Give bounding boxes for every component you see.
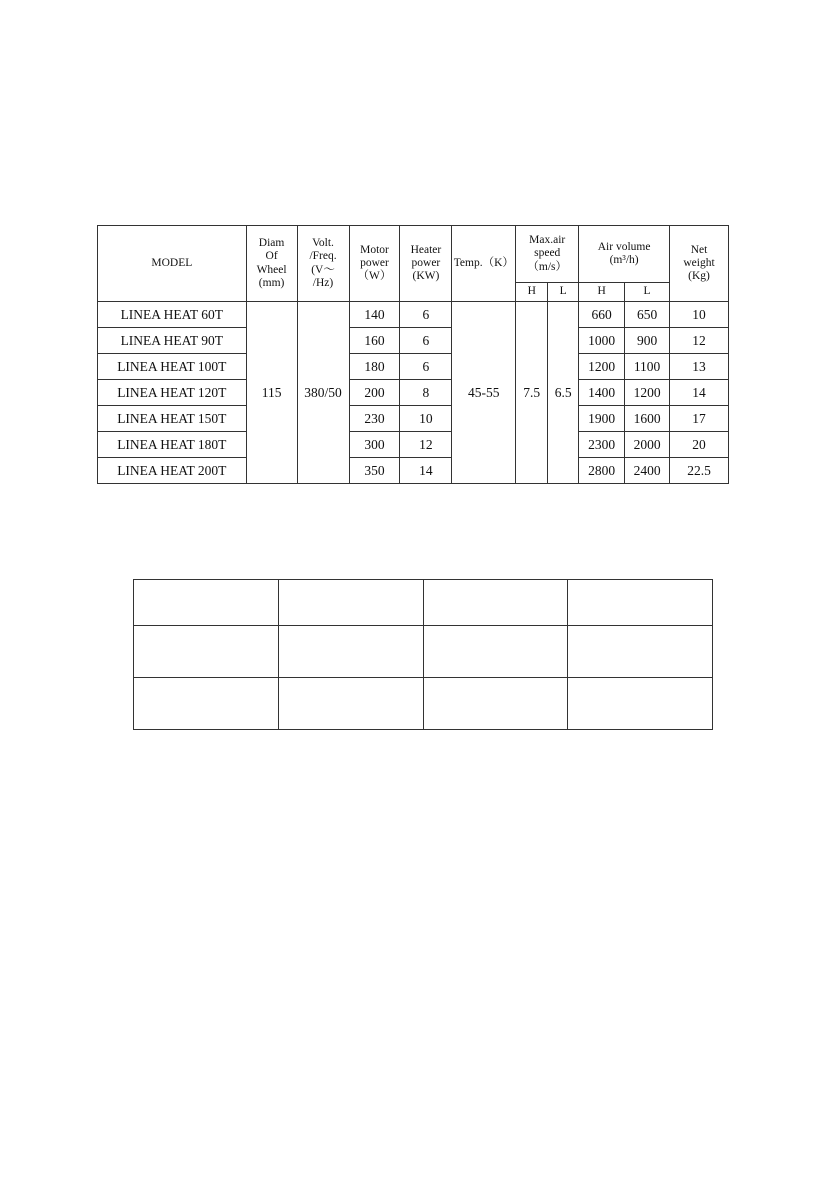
- empty-row: [134, 626, 713, 678]
- spec-table: [97, 225, 729, 484]
- empty-cell: [134, 678, 279, 730]
- header-speed: Max.air speed （m/s）: [516, 226, 579, 283]
- empty-cell: [568, 678, 713, 730]
- air-h-cell: 1000: [579, 328, 625, 354]
- heater-cell: 6: [400, 328, 452, 354]
- air-l-cell: 2400: [625, 458, 670, 484]
- motor-cell: 350: [349, 458, 400, 484]
- model-cell: LINEA HEAT 120T: [98, 380, 247, 406]
- subheader-air-h: H: [579, 283, 625, 302]
- air-l-cell: 1600: [625, 406, 670, 432]
- heater-cell: 6: [400, 302, 452, 328]
- header-temp: Temp.（K）: [452, 226, 516, 302]
- header-air-volume: Air volume (m³/h): [579, 226, 670, 283]
- model-cell: LINEA HEAT 150T: [98, 406, 247, 432]
- empty-cell: [423, 580, 568, 626]
- air-l-cell: 1100: [625, 354, 670, 380]
- motor-cell: 300: [349, 432, 400, 458]
- empty-cell: [278, 626, 423, 678]
- weight-cell: 22.5: [670, 458, 729, 484]
- weight-cell: 10: [670, 302, 729, 328]
- empty-cell: [134, 626, 279, 678]
- table-row: [98, 380, 729, 406]
- weight-cell: 13: [670, 354, 729, 380]
- air-h-cell: 660: [579, 302, 625, 328]
- speed-h-cell: 7.5: [516, 302, 548, 484]
- volt-cell: 380/50: [297, 302, 349, 484]
- header-volt: Volt. /Freq. (V～ /Hz): [297, 226, 349, 302]
- air-l-cell: 1200: [625, 380, 670, 406]
- table-row: [98, 406, 729, 432]
- motor-cell: 200: [349, 380, 400, 406]
- air-h-cell: 2300: [579, 432, 625, 458]
- speed-l-cell: 6.5: [548, 302, 579, 484]
- air-h-cell: 1400: [579, 380, 625, 406]
- empty-cell: [278, 580, 423, 626]
- air-l-cell: 900: [625, 328, 670, 354]
- weight-cell: 14: [670, 380, 729, 406]
- header-motor: Motor power （W）: [349, 226, 400, 302]
- air-l-cell: 2000: [625, 432, 670, 458]
- empty-cell: [134, 580, 279, 626]
- empty-cell: [568, 626, 713, 678]
- model-cell: LINEA HEAT 90T: [98, 328, 247, 354]
- empty-row: [134, 678, 713, 730]
- empty-cell: [423, 626, 568, 678]
- weight-cell: 12: [670, 328, 729, 354]
- header-row: [98, 226, 729, 283]
- heater-cell: 14: [400, 458, 452, 484]
- header-model: MODEL: [98, 226, 247, 302]
- header-diam: Diam Of Wheel (mm): [246, 226, 297, 302]
- heater-cell: 10: [400, 406, 452, 432]
- air-h-cell: 1900: [579, 406, 625, 432]
- model-cell: LINEA HEAT 180T: [98, 432, 247, 458]
- temp-cell: 45-55: [452, 302, 516, 484]
- heater-cell: 8: [400, 380, 452, 406]
- subheader-speed-h: H: [516, 283, 548, 302]
- motor-cell: 140: [349, 302, 400, 328]
- model-cell: LINEA HEAT 200T: [98, 458, 247, 484]
- table-row: [98, 432, 729, 458]
- empty-row: [134, 580, 713, 626]
- heater-cell: 6: [400, 354, 452, 380]
- table-row: [98, 328, 729, 354]
- air-h-cell: 2800: [579, 458, 625, 484]
- motor-cell: 230: [349, 406, 400, 432]
- subheader-air-l: L: [625, 283, 670, 302]
- empty-cell: [278, 678, 423, 730]
- empty-table: [133, 579, 713, 730]
- table-row: [98, 458, 729, 484]
- subheader-speed-l: L: [548, 283, 579, 302]
- table-row: [98, 302, 729, 328]
- motor-cell: 160: [349, 328, 400, 354]
- motor-cell: 180: [349, 354, 400, 380]
- empty-cell: [423, 678, 568, 730]
- diam-cell: 115: [246, 302, 297, 484]
- empty-cell: [568, 580, 713, 626]
- table-row: [98, 354, 729, 380]
- header-weight: Net weight (Kg): [670, 226, 729, 302]
- model-cell: LINEA HEAT 60T: [98, 302, 247, 328]
- air-h-cell: 1200: [579, 354, 625, 380]
- weight-cell: 17: [670, 406, 729, 432]
- model-cell: LINEA HEAT 100T: [98, 354, 247, 380]
- weight-cell: 20: [670, 432, 729, 458]
- air-l-cell: 650: [625, 302, 670, 328]
- header-heater: Heater power (KW): [400, 226, 452, 302]
- heater-cell: 12: [400, 432, 452, 458]
